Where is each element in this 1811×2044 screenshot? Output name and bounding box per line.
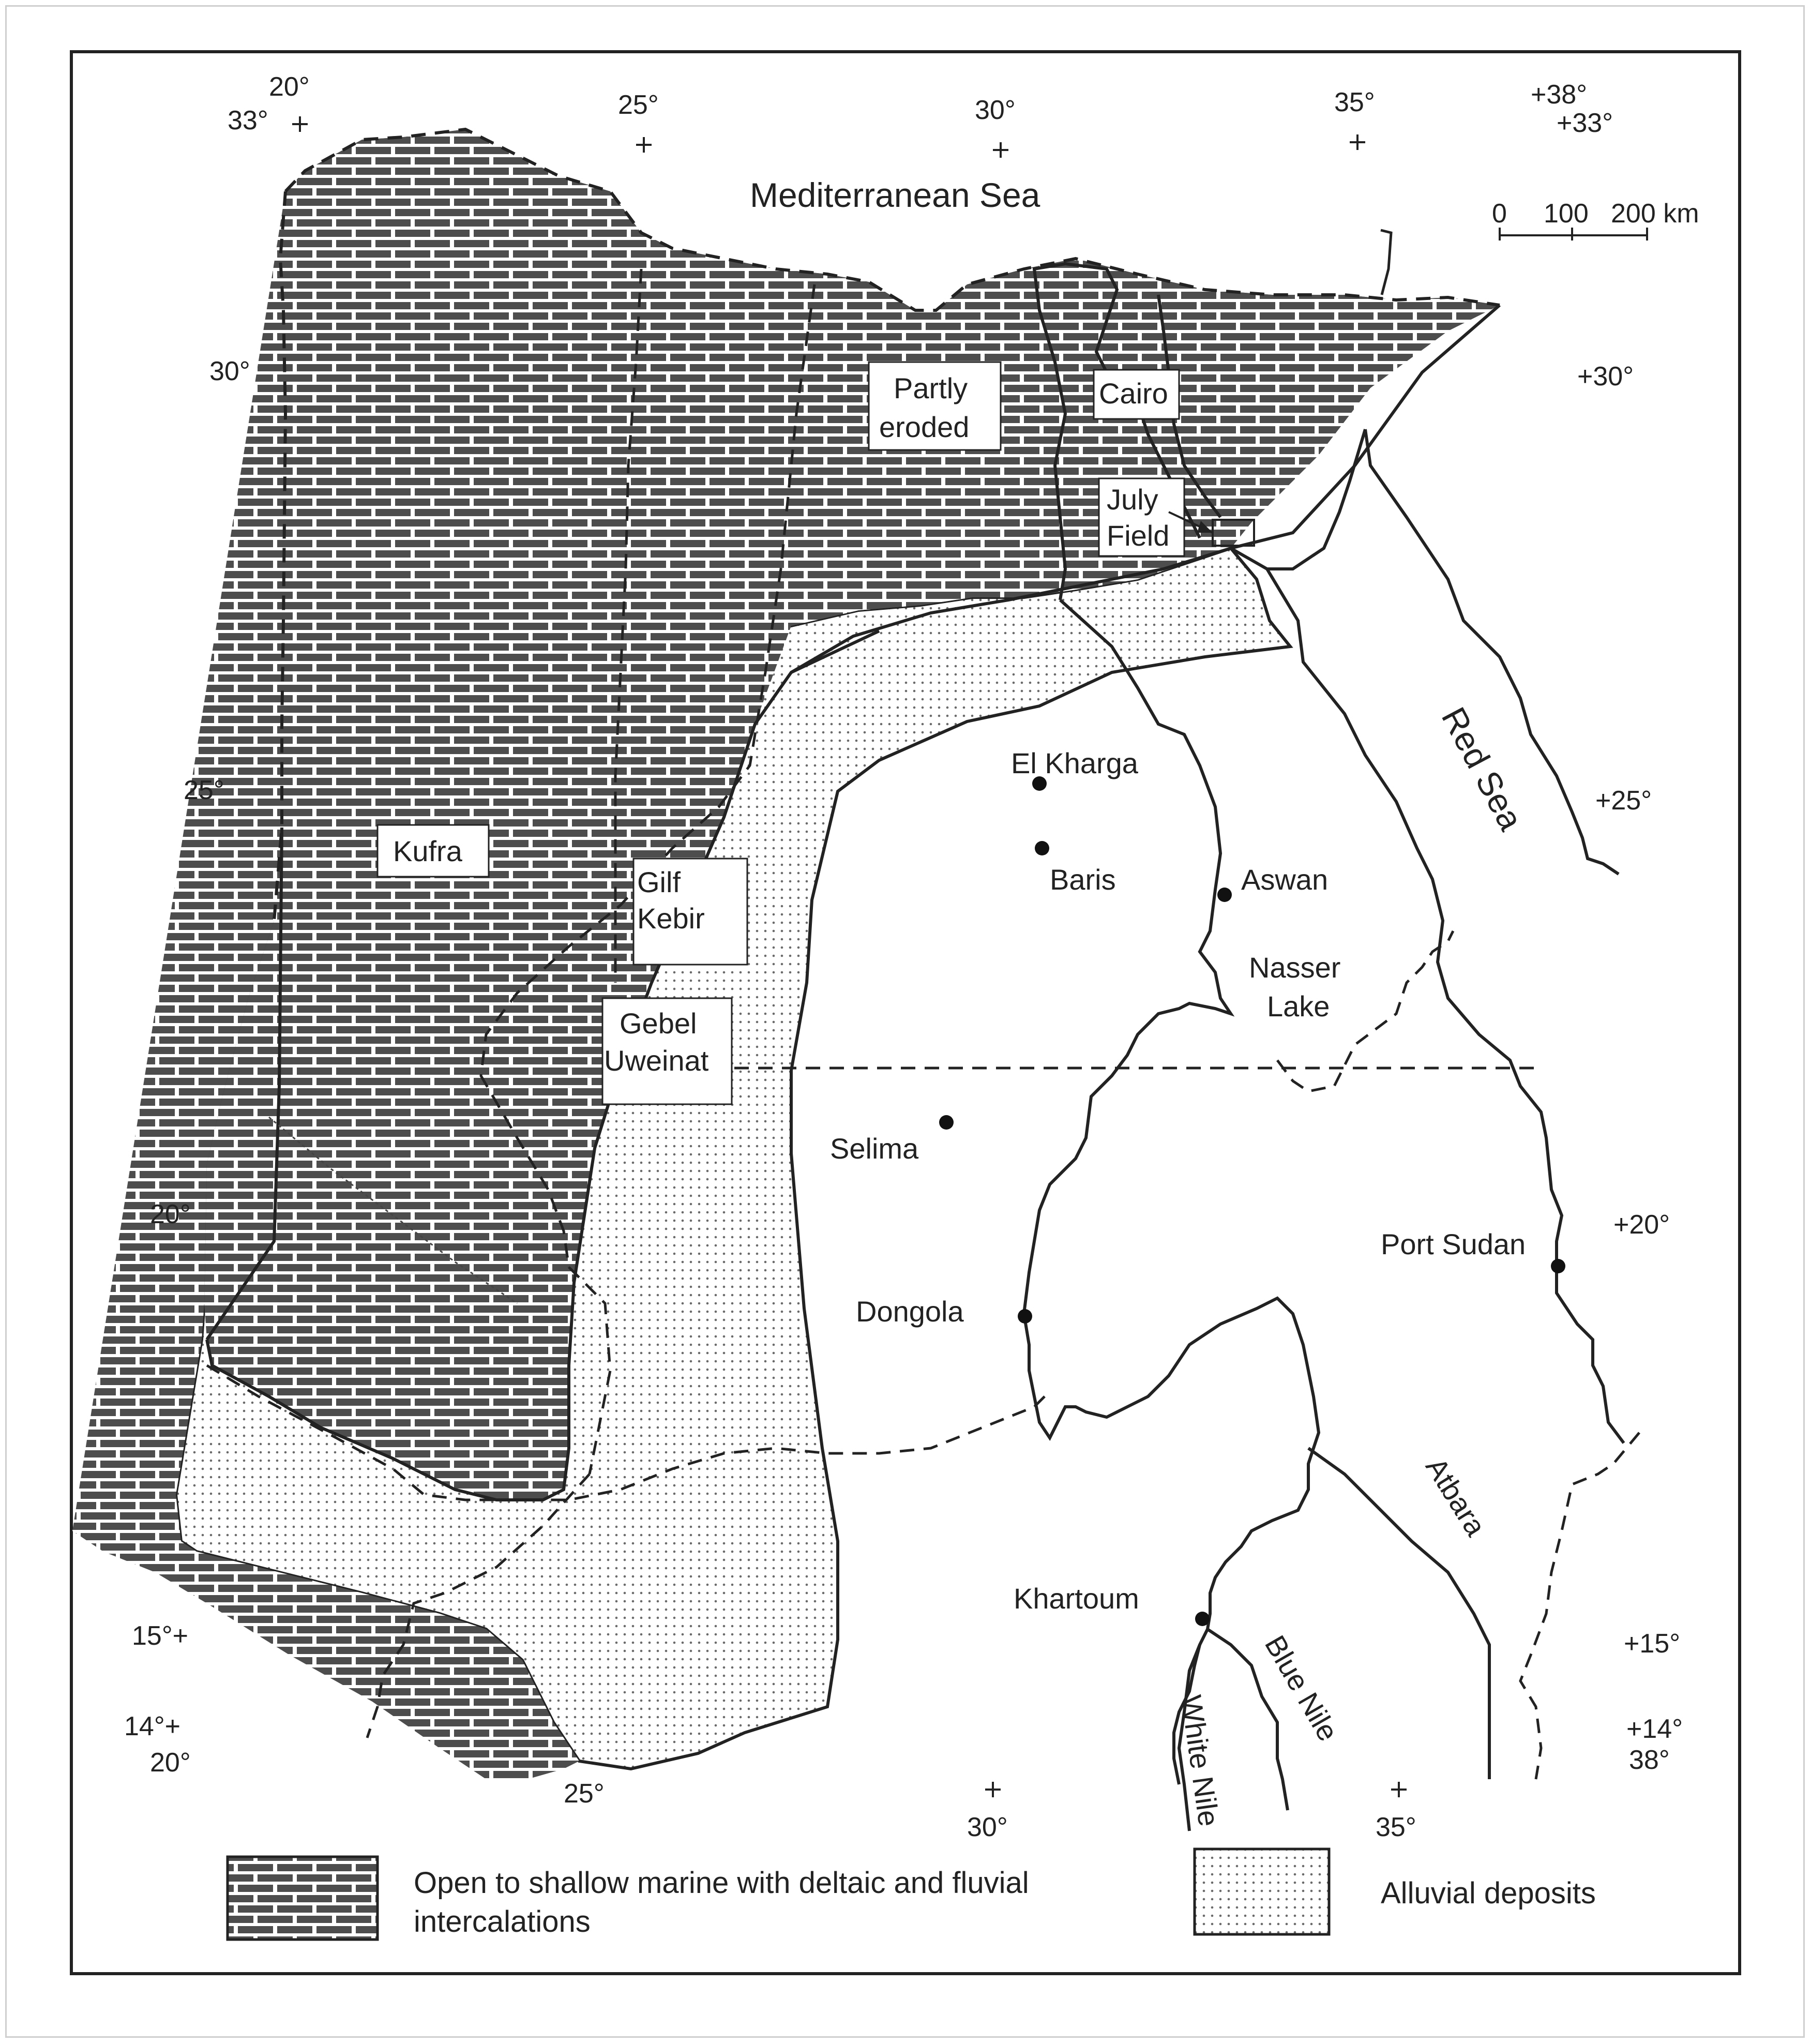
selima-label: Selima (830, 1132, 919, 1165)
legend-item-alluvial (1195, 1849, 1596, 1934)
scale-label-100: 100 (1544, 199, 1589, 229)
coord-bottom-35: 35° (1376, 1812, 1416, 1842)
partly-eroded-line1: Partly (894, 372, 968, 404)
red-sea-label: Red Sea (1434, 701, 1531, 836)
label-box-gilf-kebir (633, 859, 747, 965)
dot-selima (939, 1115, 954, 1130)
label-box-partly-eroded (869, 362, 1001, 450)
coord-bottom-right-38: 38° (1629, 1745, 1670, 1775)
legend-marine-line1: Open to shallow marine with deltaic and fluvial (414, 1866, 1029, 1900)
coord-right-14: +14° (1626, 1714, 1683, 1744)
coord-left-20: 20° (150, 1199, 191, 1229)
coord-top-25: 25° (618, 90, 659, 120)
dot-baris (1035, 841, 1049, 855)
legend-item-marine (228, 1857, 1029, 1940)
coord-left-30: 30° (209, 356, 250, 386)
dongola-label: Dongola (856, 1295, 964, 1328)
july-field-line1: July (1107, 483, 1158, 516)
label-box-cairo (1094, 370, 1179, 419)
coord-top-20: 20° (269, 72, 310, 102)
khartoum-label: Khartoum (1014, 1582, 1139, 1615)
coord-right-30: +30° (1577, 362, 1634, 392)
nasser-lake-line2: Lake (1267, 990, 1330, 1023)
coord-right-20: +20° (1613, 1210, 1670, 1240)
coord-left-14: 14°+ (124, 1711, 181, 1741)
cairo-label: Cairo (1099, 377, 1168, 410)
scale-label-0: 0 (1492, 199, 1507, 229)
gebel-uweinat-line1: Gebel (620, 1007, 697, 1040)
baris-label: Baris (1050, 863, 1116, 896)
port-sudan-label: Port Sudan (1381, 1228, 1526, 1260)
dot-port-sudan (1551, 1259, 1565, 1273)
gebel-uweinat-line2: Uweinat (604, 1044, 709, 1077)
legend-alluvial-label: Alluvial deposits (1381, 1876, 1596, 1910)
legend-swatch-brick (228, 1857, 378, 1940)
gulf-of-aqaba (1381, 230, 1391, 295)
el-kharga-label: El Kharga (1011, 747, 1138, 779)
gilf-kebir-line2: Kebir (637, 902, 705, 935)
marine-brick-main (204, 129, 1500, 1500)
coord-left-25: 25° (184, 775, 224, 805)
coord-right-15: +15° (1624, 1629, 1681, 1659)
scale-label-200: 200 km (1611, 199, 1699, 229)
coord-top-33-right: +33° (1557, 108, 1613, 138)
nasser-lake-line1: Nasser (1249, 951, 1341, 984)
white-nile-label: White Nile (1174, 1693, 1226, 1829)
partly-eroded-line2: eroded (879, 411, 970, 443)
legend (228, 1849, 1596, 1940)
kufra-label: Kufra (393, 835, 462, 867)
eritrea-border (1520, 1433, 1639, 1779)
dot-khartoum (1195, 1612, 1210, 1626)
coord-bottom-25: 25° (564, 1779, 605, 1809)
coord-top-38: +38° (1531, 80, 1588, 110)
aswan-label: Aswan (1241, 863, 1329, 896)
label-box-kufra (378, 825, 489, 877)
coord-right-25: +25° (1595, 786, 1652, 816)
coord-top-30: 30° (975, 95, 1016, 125)
gilf-kebir-line1: Gilf (637, 866, 681, 898)
coord-bottom-left-20: 20° (150, 1748, 191, 1778)
coord-bottom-30: 30° (967, 1812, 1008, 1842)
blue-nile-label: Blue Nile (1258, 1630, 1345, 1747)
legend-swatch-dots (1195, 1849, 1329, 1934)
coord-top-33-left: 33° (228, 106, 268, 136)
legend-marine-line2: intercalations (414, 1905, 591, 1938)
july-field-line2: Field (1107, 519, 1170, 552)
mediterranean-sea-label: Mediterranean Sea (750, 176, 1040, 214)
dot-aswan (1217, 888, 1232, 902)
coord-left-15: 15°+ (132, 1621, 189, 1651)
coord-top-35: 35° (1334, 87, 1375, 117)
dot-dongola (1018, 1309, 1032, 1324)
scale-bar (1492, 199, 1699, 241)
label-box-gebel-uweinat (602, 998, 732, 1104)
atbara-label: Atbara (1420, 1452, 1492, 1542)
